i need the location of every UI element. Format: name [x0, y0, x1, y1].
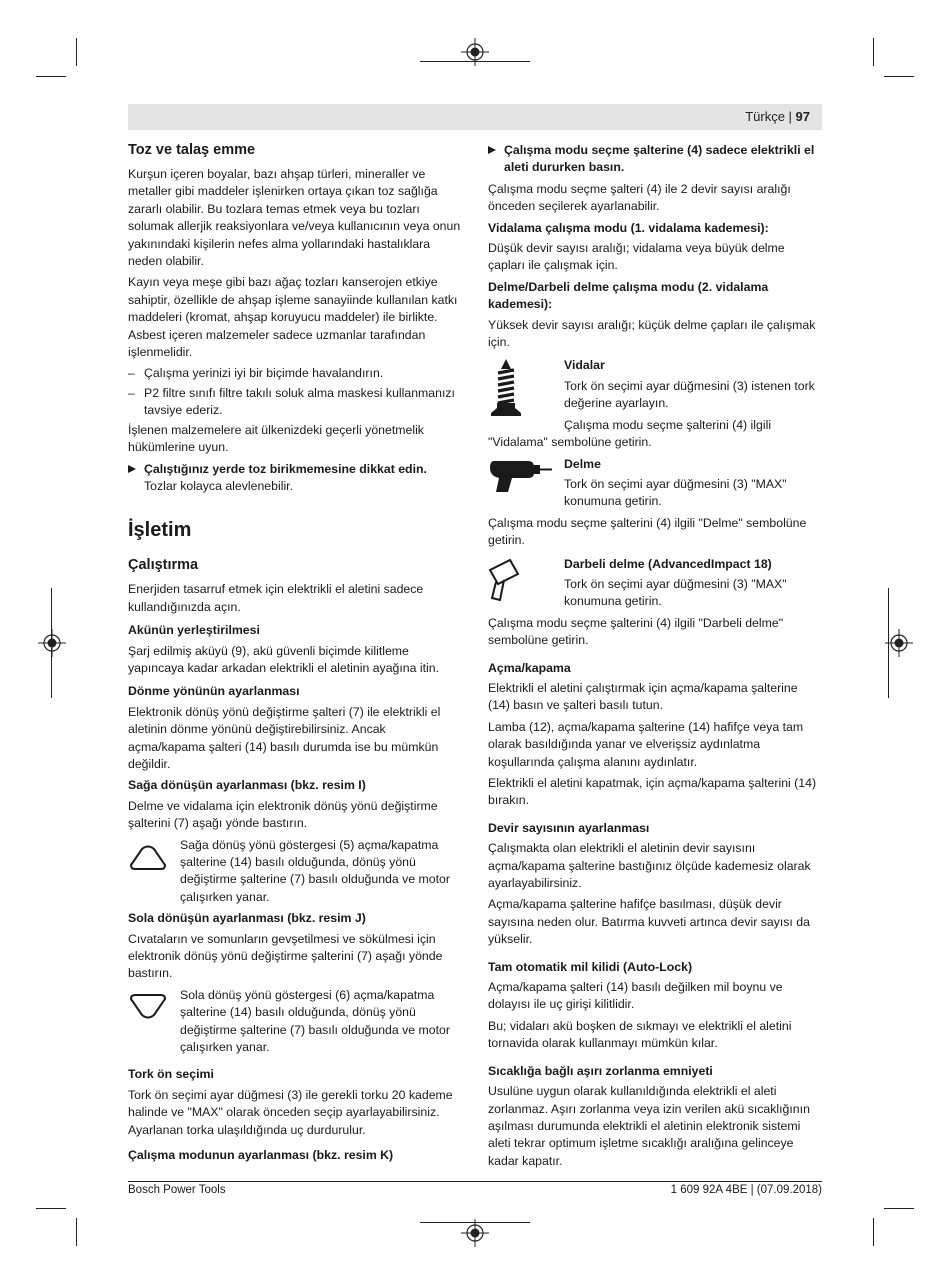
mode-warning [488, 142, 822, 177]
page-header [128, 104, 822, 130]
screws-paragraph-1: Tork ön seçimi ayar düğmesini (3) istenen tork değerine ayarlayın. [564, 378, 815, 411]
drill-icon [488, 458, 554, 494]
dust-paragraph-2: Kayın veya meşe gibi bazı ağaç tozları kanserojen etkiye sahiptir, özellikle de ahşap işleme sanayiinde kullanılan katkı maddeleri (kromat, ahşap koruyucu maddeler) ile birlikte. Asbest içeren malzemeler sadece uzmanlar tarafından işlenmelidir. [128, 275, 458, 360]
left-rotation-paragraph: Cıvataların ve somunların gevşetilmesi ve sökülmesi için elektronik dönüş yönü değiştirme şalterini (7) aşağı yönde bastırın. [128, 931, 443, 981]
registration-mark-icon [38, 629, 66, 657]
right-rotation-indicator-text: Sağa dönüş yönü göstergesi (5) açma/kapatma şalterine (14) basılı olduğunda, dönüş yönü değiştirme şalterine (7) basılı olduğunda ve motor çalışırken yanar. [180, 837, 450, 904]
screws-title: Vidalar [564, 358, 605, 373]
arrow-bullet-icon [488, 146, 496, 154]
crop-mark [76, 1218, 77, 1246]
header-language: Türkçe [745, 109, 785, 124]
screws-paragraph-2b: "Vidalama" sembolüne getirin. [488, 435, 652, 450]
mode-paragraph: Çalışma modu seçme şalteri (4) ile 2 devir sayısı aralığı önceden seçilerek ayarlanabilir. [488, 181, 791, 214]
onoff-paragraph-2: Lamba (12), açma/kapama şalterine (14) hafifçe veya tam olarak basıldığında yanar ve elverişsiz aydınlatma koşullarında çalışma alanını aydınlatır. [488, 719, 804, 769]
onoff-paragraph-1: Elektrikli el aletini çalıştırmak için açma/kapama şalterine (14) basın ve şalteri basılı tutun. [488, 680, 798, 713]
crop-mark [873, 1218, 874, 1246]
screw-icon [488, 359, 524, 417]
crop-mark [76, 38, 77, 66]
thermal-title: Sıcaklığa bağlı aşırı zorlanma emniyeti [488, 1063, 713, 1078]
screw-mode-title: Vidalama çalışma modu (1. vidalama kademesi): [488, 220, 769, 235]
right-rotation-indicator [128, 837, 462, 907]
start-paragraph: Enerjiden tasarruf etmek için elektrikli el aletini sadece kullandığınızda açın. [128, 582, 424, 614]
right-column [488, 140, 822, 1174]
torque-paragraph: Tork ön seçimi ayar düğmesi (3) ile gerekli torku 20 kademe halinde ve "MAX" olarak önceden seçip ayarlayabilirsiniz. Ayarlanan torka ulaşıldığında uç durdurulur. [128, 1087, 453, 1137]
crop-mark [36, 1208, 66, 1209]
header-text: Türkçe | 97 [745, 109, 810, 124]
impact-block [488, 556, 822, 611]
direction-title: Dönme yönünün ayarlanması [128, 684, 300, 699]
direction-paragraph: Elektronik dönüş yönü değiştirme şalteri (7) ile elektrikli el aletinin dönme yönünü değiştirebilirsiniz. Ancak açma/kapama şalteri (14) basılı durumda ise bu mümkün değildir. [128, 704, 441, 771]
dust-paragraph-3: İşlenen malzemelere ait ülkenizdeki geçerli yönetmelik hükümlerine uyun. [128, 422, 424, 455]
crop-mark [884, 76, 914, 77]
speed-paragraph-1: Çalışmakta olan elektrikli el aletinin devir sayısını açma/kapama şalterine bastığınız ölçüde kademesiz olarak ayarlayabilirsiniz. [488, 841, 811, 891]
footer-brand: Bosch Power Tools [128, 1184, 226, 1196]
onoff-paragraph-3: Elektrikli el aletini kapatmak, için açma/kapama şalterini (14) bırakın. [488, 776, 817, 808]
drill-paragraph-2: Çalışma modu seçme şalterini (4) ilgili "Delme" sembolüne getirin. [488, 515, 807, 548]
battery-title: Akünün yerleştirilmesi [128, 623, 260, 638]
speed-title: Devir sayısının ayarlanması [488, 820, 650, 835]
dust-list-item-1: – Çalışma yerinizi iyi bir biçimde havalandırın. [128, 365, 462, 382]
right-rotation-title: Sağa dönüşün ayarlanması (bkz. resim I) [128, 778, 366, 793]
screws-paragraph-2a: Çalışma modu seçme şalterini (4) ilgili [564, 417, 772, 432]
footer-document-code: 1 609 92A 4BE | (07.09.2018) [670, 1184, 822, 1196]
right-rotation-paragraph: Delme ve vidalama için elektronik dönüş yönü değiştirme şalterini (7) aşağı yönde bastırın. [128, 798, 438, 831]
registration-mark-icon [461, 38, 489, 66]
dust-warning-text: Tozlar kolayca alevlenebilir. [144, 478, 294, 493]
onoff-title: Açma/kapama [488, 660, 571, 675]
autolock-paragraph-1: Açma/kapama şalteri (14) basılı değilken mil boynu ve dolayısı ile uç girişi kilitlidir. [488, 980, 783, 1012]
right-rotation-indicator-icon [128, 843, 168, 871]
screws-block [488, 357, 822, 434]
footer-divider [128, 1181, 822, 1182]
registration-mark-icon [461, 1219, 489, 1247]
drill-title: Delme [564, 456, 601, 471]
dust-warning [128, 461, 462, 496]
registration-mark-icon [885, 629, 913, 657]
autolock-title: Tam otomatik mil kilidi (Auto-Lock) [488, 959, 693, 974]
impact-paragraph-2: Çalışma modu seçme şalterini (4) ilgili "Darbeli delme" sembolüne getirin. [488, 615, 784, 648]
battery-paragraph: Şarj edilmiş aküyü (9), akü güvenli biçimde kilitleme yapıncaya kadar arkadan elektrikli el aletinin ayağına itin. [128, 643, 440, 675]
crop-mark [36, 76, 66, 77]
speed-paragraph-2: Açma/kapama şalterine hafifçe basılması, düşük devir sayısına neden olur. Batırma kuvveti artınca devir sayısı da yükselir. [488, 897, 810, 947]
drill-block [488, 456, 822, 511]
autolock-paragraph-2: Bu; vidaları akü boşken de sıkmayı ve elektrikli el aletini tornavida olarak kullanmayı mümkün kılar. [488, 1018, 792, 1051]
crop-mark [884, 1208, 914, 1209]
dust-warning-bold: Çalıştığınız yerde toz birikmemesine dikkat edin. [144, 461, 427, 476]
impact-title: Darbeli delme (AdvancedImpact 18) [564, 556, 772, 571]
left-rotation-indicator-text: Sola dönüş yönü göstergesi (6) açma/kapatma şalterine (14) basılı olduğunda, dönüş yönü değiştirme şalterine (7) basılı olduğunda ve motor çalışırken yanar. [180, 987, 450, 1055]
drill-mode-title: Delme/Darbeli delme çalışma modu (2. vidalama kademesi): [488, 279, 769, 312]
left-rotation-indicator-icon [128, 993, 168, 1021]
dust-paragraph-1: Kurşun içeren boyalar, bazı ahşap türleri, mineraller ve metaller gibi maddeler işlenirken ortaya çıkan toz sağlığa zararlı olabilir. Bu tozlara temas etmek veya bu tozları solumak allerjik reaksiyonlara ve/veya kullanıcının veya onun yakınındaki kişilerin nefes alma yollarındaki hastalıklara neden olabilir. [128, 167, 461, 269]
left-column [128, 140, 462, 1168]
thermal-paragraph: Usulüne uygun olarak kullanıldığında elektrikli el aleti zorlanmaz. Aşırı zorlanma veya izin verilen akü sıcaklığının aşılması durumunda elektrikli el aletinin elektronik sistemi aleti tekrar optimum işletme sıcaklığı aralığına gelinceye kadar kapatır. [488, 1084, 810, 1168]
screw-mode-paragraph: Düşük devir sayısı aralığı; vidalama veya büyük delme çapları ile çalışmak için. [488, 241, 785, 273]
page-number: 97 [795, 109, 810, 124]
drill-mode-paragraph: Yüksek devir sayısı aralığı; küçük delme çapları ile çalışmak için. [488, 317, 816, 350]
left-rotation-title: Sola dönüşün ayarlanması (bkz. resim J) [128, 911, 366, 926]
operation-title: İşletim [128, 519, 192, 542]
mode-title: Çalışma modunun ayarlanması (bkz. resim K) [128, 1148, 394, 1163]
hammer-icon [488, 558, 522, 602]
left-rotation-indicator [128, 987, 462, 1057]
arrow-bullet-icon [128, 465, 136, 473]
crop-mark [873, 38, 874, 66]
torque-title: Tork ön seçimi [128, 1067, 214, 1082]
dust-title: Toz ve talaş emme [128, 142, 256, 158]
start-title: Çalıştırma [128, 557, 199, 574]
impact-paragraph-1: Tork ön seçimi ayar düğmesini (3) "MAX" konumuna getirin. [564, 576, 787, 609]
drill-paragraph-1: Tork ön seçimi ayar düğmesini (3) "MAX" konumuna getirin. [564, 476, 787, 509]
dust-list-item-2: – P2 filtre sınıfı filtre takılı soluk alma maskesi kullanmanızı tavsiye ederiz. [128, 385, 462, 420]
mode-warning-bold: Çalışma modu seçme şalterine (4) sadece elektrikli el aleti dururken basın. [504, 143, 815, 175]
